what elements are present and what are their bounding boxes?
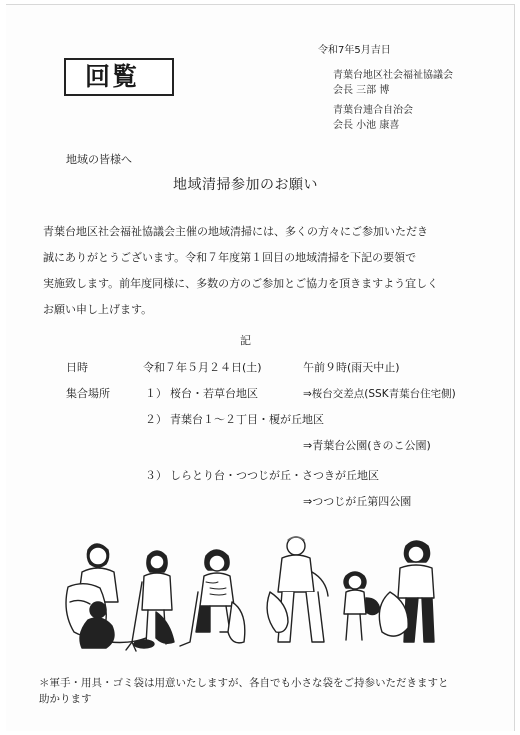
place-2-number: ２） xyxy=(145,413,167,426)
event-date: 令和７年５月２４日(土) xyxy=(143,361,262,374)
cleaning-volunteers-illustration xyxy=(60,532,460,662)
body-line-1: 青葉台地区社会福祉協議会主催の地域清掃には、多くの方々にご参加いただき xyxy=(43,225,428,238)
salutation: 地域の皆様へ xyxy=(66,153,132,166)
volunteer-woman-with-large-bag-icon xyxy=(379,541,434,642)
volunteer-girl-with-bag-icon xyxy=(344,572,380,640)
place-1-number: １） xyxy=(145,387,167,400)
issue-date: 令和7年5月吉日 xyxy=(318,45,391,56)
place-3-area: しらとり台・つつじが丘・さつきが丘地区 xyxy=(170,469,379,482)
place-2-destination: ⇒青葉台公園(きのこ公園) xyxy=(303,439,431,452)
body-line-4: お願い申し上げます。 xyxy=(43,303,153,316)
circular-label: 回覧 xyxy=(85,62,140,91)
datetime-label: 日時 xyxy=(66,361,88,374)
sender1-name: 会長 三部 博 xyxy=(333,85,390,96)
sender2-name: 会長 小池 康喜 xyxy=(333,120,400,131)
place-1-destination: ⇒桜台交差点(SSK青葉台住宅側) xyxy=(303,388,456,400)
volunteer-woman-with-broom-icon xyxy=(126,551,174,651)
body-line-2: 誠にありがとうございます。令和７年度第１回目の地域清掃を下記の要領で xyxy=(43,251,417,264)
sender2-org: 青葉台連合自治会 xyxy=(333,105,413,116)
body-line-3: 実施致します。前年度同様に、多数の方のご参加とご協力を頂きますよう宜しく xyxy=(43,277,439,290)
volunteer-woman-with-dustpan-icon xyxy=(180,550,245,646)
place-1-area: 桜台・若草台地区 xyxy=(170,387,258,400)
event-time: 午前９時(雨天中止) xyxy=(303,361,400,374)
note-heading: 記 xyxy=(240,334,251,347)
sender1-org: 青葉台地区社会福祉協議会 xyxy=(333,70,453,81)
meeting-place-label: 集合場所 xyxy=(66,387,110,400)
place-3-destination: ⇒つつじが丘第四公園 xyxy=(303,495,412,508)
circular-stamp-box xyxy=(64,58,174,96)
footer-note-line-1: ＊軍手・用具・ゴミ袋は用意いたしますが、各自でも小さな袋をご持参いただきますと xyxy=(39,677,449,689)
place-2-area: 青葉台１～２丁目・榎が丘地区 xyxy=(170,413,324,426)
volunteer-man-with-tongs-icon xyxy=(267,537,328,642)
footer-note-line-2: 助かります xyxy=(39,693,92,705)
document-title: 地域清掃参加のお願い xyxy=(173,177,318,193)
place-3-number: ３） xyxy=(145,469,167,482)
